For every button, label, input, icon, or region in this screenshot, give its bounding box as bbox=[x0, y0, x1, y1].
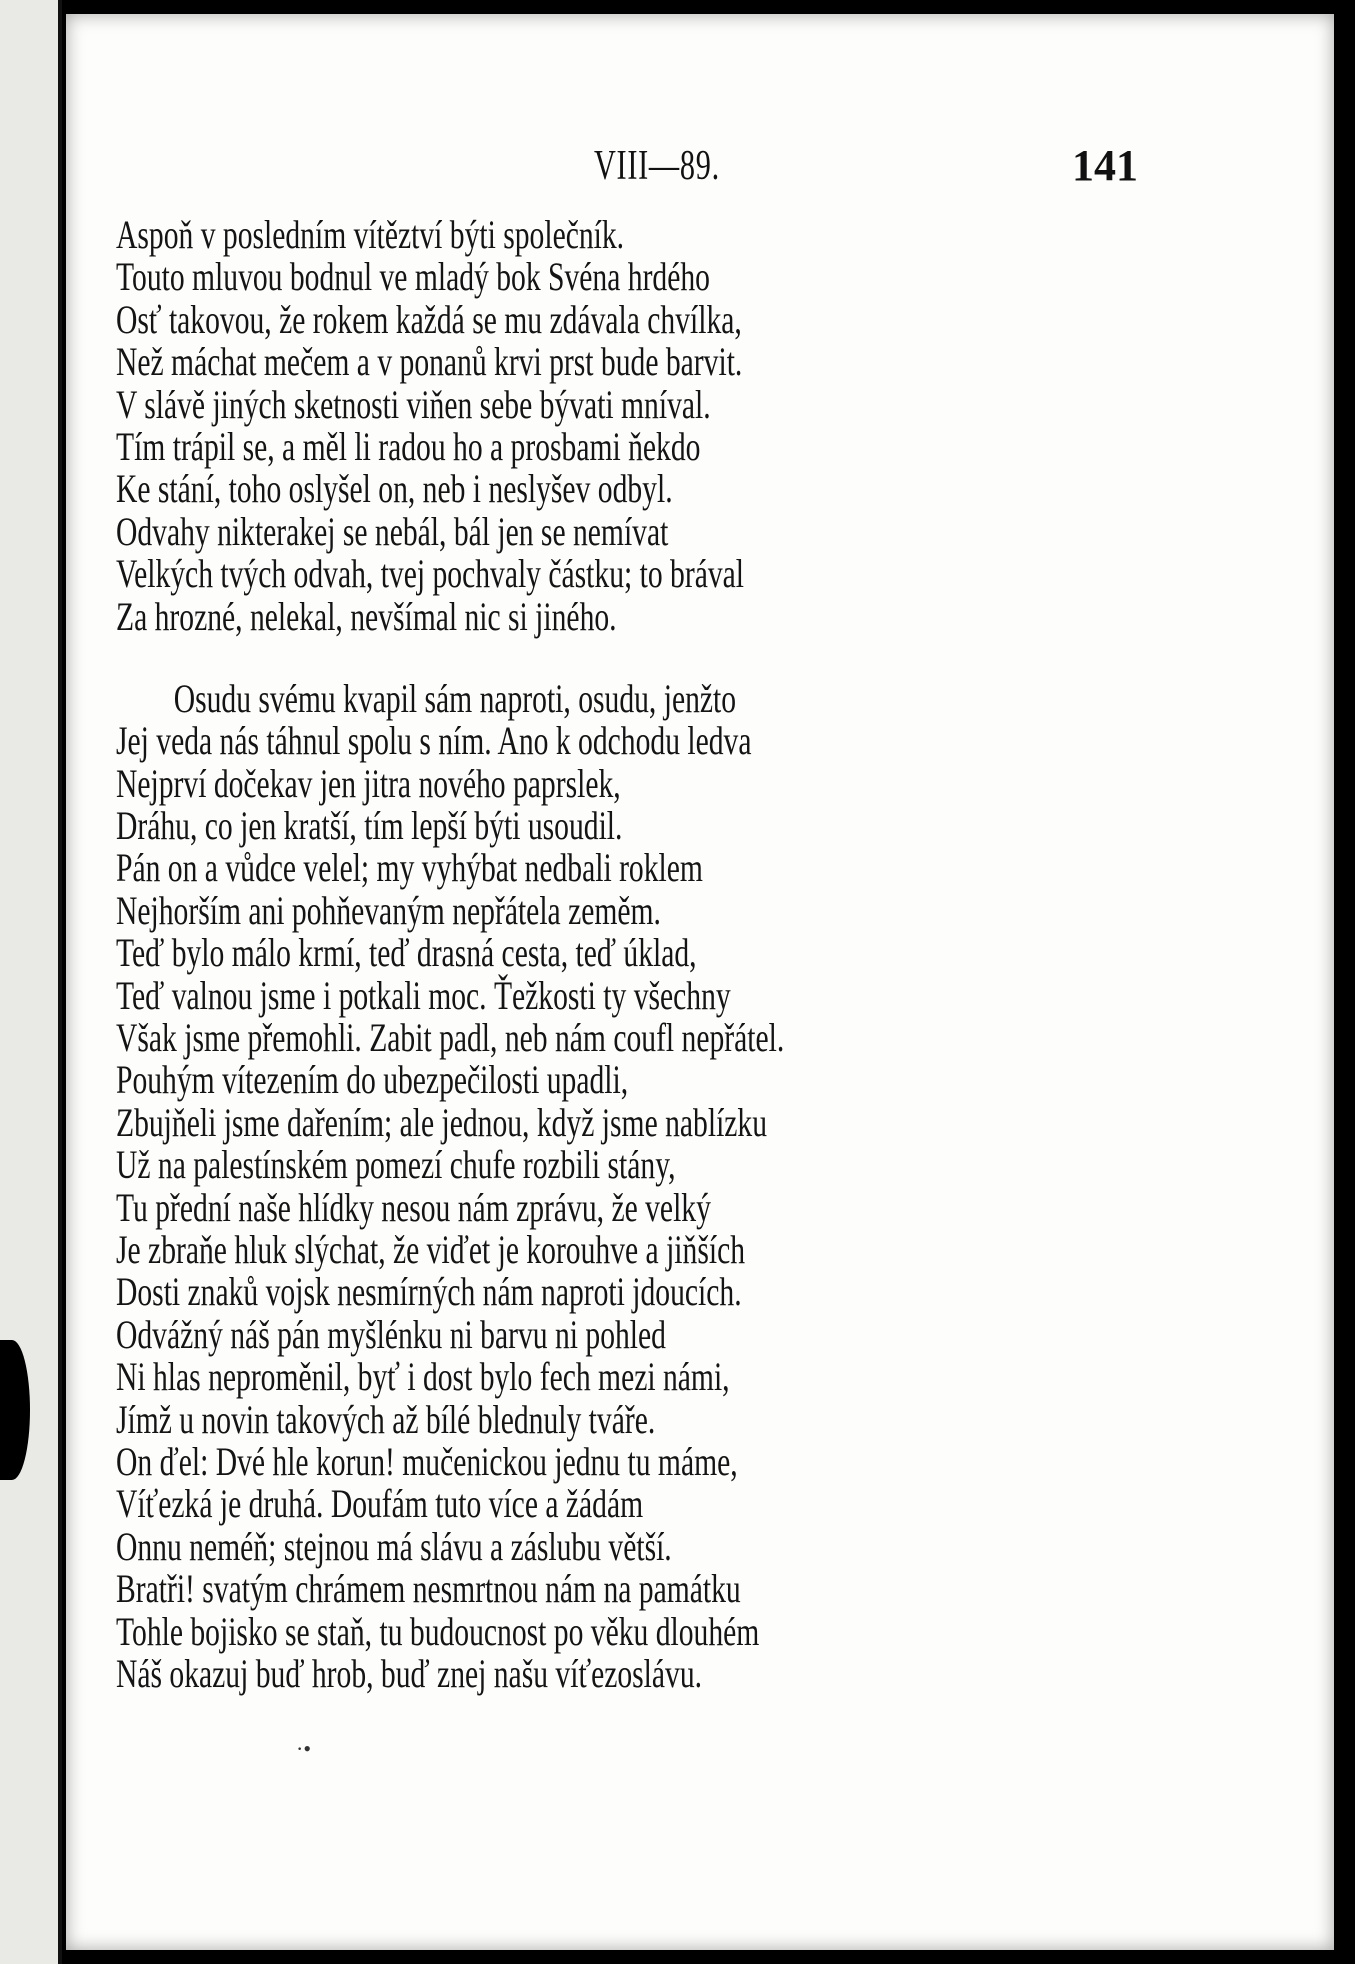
page-header bbox=[66, 142, 1334, 202]
text-line: Tohle bojisko se staň, tu budoucnost po věku dlouhém bbox=[116, 1608, 760, 1654]
binding-mark bbox=[0, 1340, 30, 1480]
text-line: Nejprví dočekav jen jitra nového paprslek, bbox=[116, 760, 621, 806]
text-line: Tu přední naše hlídky nesou nám zprávu, že velký bbox=[116, 1184, 711, 1230]
text-line: Osudu svému kvapil sám naproti, osudu, jenžto bbox=[173, 675, 737, 721]
text-line: Odvážný náš pán myšlénku ni barvu ni pohled bbox=[116, 1311, 666, 1357]
page-number: 141 bbox=[1072, 141, 1138, 190]
text-line: Bratři! svatým chrámem nesmrtnou nám na památku bbox=[116, 1566, 741, 1612]
text-line: Náš okazuj buď hrob, buď znej našu víťezoslávu. bbox=[116, 1650, 703, 1696]
text-line: Za hrozné, nelekal, nevšímal nic si jiného. bbox=[116, 593, 617, 639]
text-line: Než máchat mečem a v ponanů krvi prst bude barvit. bbox=[116, 339, 743, 385]
text-line: Je zbraňe hluk slýchat, že viďet je korouhve a jiňších bbox=[116, 1226, 746, 1272]
text-line: Zbujňeli jsme dařením; ale jednou, když jsme nablízku bbox=[116, 1099, 768, 1145]
text-line: On ďel: Dvé hle korun! mučenickou jednu tu máme, bbox=[116, 1438, 738, 1484]
text-line: Onnu neméň; stejnou má slávu a záslubu větší. bbox=[116, 1523, 672, 1569]
text-line: Aspoň v posledním vítěztví býti společník. bbox=[116, 212, 625, 257]
text-line: Ke stání, toho oslyšel on, neb i neslyšev odbyl. bbox=[116, 466, 673, 512]
running-head: VIII—89. bbox=[594, 143, 720, 189]
text-line: Pouhým vítezením do ubezpečilosti upadli, bbox=[116, 1057, 629, 1103]
footer-mark: ·• bbox=[296, 1736, 312, 1761]
text-line: Odvahy nikterakej se nebál, bál jen se nemívat bbox=[116, 508, 669, 554]
stanza-1 bbox=[116, 214, 1176, 638]
text-line: Nejhorším ani pohňevaným nepřátela zeměm. bbox=[116, 887, 661, 933]
text-line: Ni hlas neproměnil, byť i dost bylo fech mezi námi, bbox=[116, 1354, 730, 1400]
text-line: Víťezká je druhá. Doufám tuto více a žádám bbox=[116, 1481, 644, 1527]
stanza-2 bbox=[116, 675, 1176, 1696]
text-line: Teď valnou jsme i potkali moc. Ťežkosti ty všechny bbox=[116, 972, 731, 1018]
text-line: V slávě jiných sketnosti viňen sebe bývati mníval. bbox=[116, 381, 711, 427]
text-line: Touto mluvou bodnul ve mladý bok Svéna hrdého bbox=[116, 254, 710, 300]
text-line: Jej veda nás táhnul spolu s ním. Ano k odchodu ledva bbox=[116, 718, 752, 764]
text-line: Však jsme přemohli. Zabit padl, neb nám coufl nepřátel. bbox=[116, 1015, 785, 1061]
text-line: Dosti znaků vojsk nesmírných nám naproti jdoucích. bbox=[116, 1269, 742, 1315]
poem-text bbox=[116, 214, 1176, 1695]
text-line: Pán on a vůdce velel; my vyhýbat nedbali roklem bbox=[116, 845, 703, 891]
text-line: Velkých tvých odvah, tvej pochvaly částku; to brával bbox=[116, 551, 745, 597]
text-line: Už na palestínském pomezí chufe rozbili stány, bbox=[116, 1142, 676, 1188]
left-page-edge bbox=[0, 0, 62, 1964]
text-line: Jímž u novin takových až bílé blednuly tváře. bbox=[116, 1396, 656, 1442]
text-line: Tím trápil se, a měl li radou ho a prosbami ňekdo bbox=[116, 423, 701, 469]
text-line: Dráhu, co jen kratší, tím lepší býti usoudil. bbox=[116, 803, 623, 849]
text-line: Teď bylo málo krmí, teď drasná cesta, teď úklad, bbox=[116, 930, 697, 976]
text-line: Osť takovou, že rokem každá se mu zdávala chvílka, bbox=[116, 296, 742, 342]
